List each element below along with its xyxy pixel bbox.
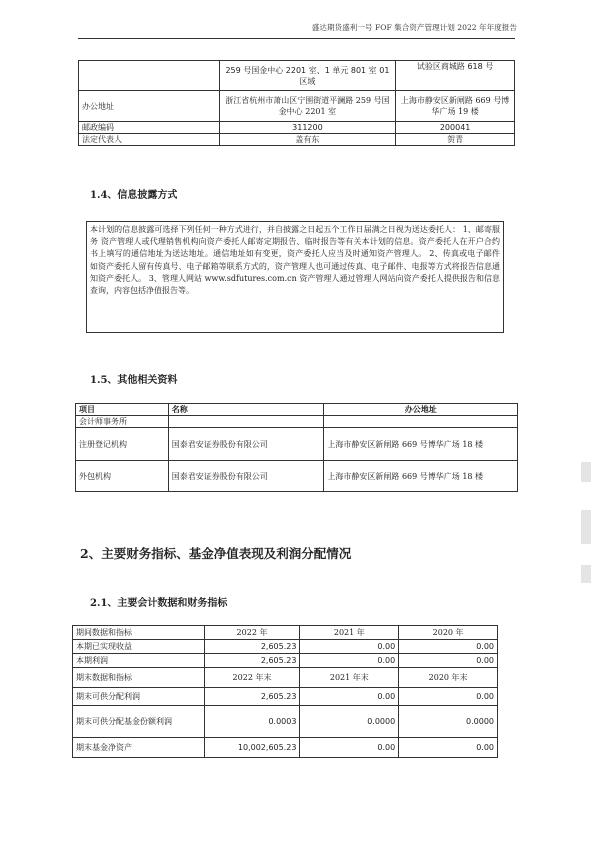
- table-cell: 期末数据和指标: [73, 668, 205, 688]
- table-cell: 0.00: [300, 738, 399, 758]
- column-header: 项目: [76, 404, 169, 416]
- table-cell: 10,002,605.23: [204, 738, 300, 758]
- table-cell: 上海市静安区新闸路 669 号博华广场 18 楼: [324, 428, 518, 461]
- table-cell: [324, 416, 518, 428]
- table-cell: 贺青: [396, 134, 515, 146]
- table-cell: 注册登记机构: [76, 428, 169, 461]
- contact-table: [78, 60, 515, 146]
- table-cell: 2,605.23: [204, 654, 300, 668]
- table-cell: 期末可供分配利润: [73, 688, 205, 706]
- section-heading-2-1: 2.1、主要会计数据和财务指标: [90, 598, 228, 609]
- table-header-row: [76, 404, 518, 416]
- page-header-title: 盛达期货盛利一号 FOF 集合资产管理计划 2022 年年度报告: [311, 23, 517, 32]
- table-cell: 0.00: [300, 688, 399, 706]
- table-cell: 浙江省杭州市萧山区宁围街道平澜路 259 号国金中心 2201 室: [219, 91, 396, 122]
- table-cell: 2022 年末: [204, 668, 300, 688]
- table-cell: 2022 年: [204, 626, 300, 640]
- table-row: [73, 688, 498, 706]
- section-heading-1-5: 1.5、其他相关资料: [90, 375, 178, 386]
- table-row: [73, 706, 498, 738]
- table-cell: 200041: [396, 122, 515, 134]
- header-divider: [78, 38, 515, 39]
- table-cell: 盖有东: [219, 134, 396, 146]
- table-cell: 国泰君安证券股份有限公司: [168, 428, 324, 461]
- table-cell: 0.0000: [399, 706, 498, 738]
- table-cell: 本期已实现收益: [73, 640, 205, 654]
- table-row: [73, 640, 498, 654]
- table-cell: 0.00: [399, 640, 498, 654]
- table-row: [76, 461, 518, 492]
- table-cell: 0.0003: [204, 706, 300, 738]
- table-cell: 2,605.23: [204, 688, 300, 706]
- table-cell: 0.00: [399, 654, 498, 668]
- scan-edge-mark: [581, 462, 591, 482]
- table-row: [79, 122, 515, 134]
- table-row: [76, 416, 518, 428]
- table-cell: 会计师事务所: [76, 416, 169, 428]
- table-cell: 国泰君安证券股份有限公司: [168, 461, 324, 492]
- table-cell: 2020 年末: [399, 668, 498, 688]
- table-cell: [79, 61, 220, 91]
- section-heading-2: 2、主要财务指标、基金净值表现及利润分配情况: [80, 546, 352, 561]
- table-row: [73, 738, 498, 758]
- table-cell: 2021 年末: [300, 668, 399, 688]
- table-row: [76, 428, 518, 461]
- table-cell: 2,605.23: [204, 640, 300, 654]
- column-header: 办公地址: [324, 404, 518, 416]
- table-cell: 上海市静安区新闸路 669 号博华广场 19 楼: [396, 91, 515, 122]
- column-header: 名称: [168, 404, 324, 416]
- scan-edge-mark: [581, 510, 591, 544]
- scan-edge-mark: [581, 565, 591, 583]
- table-cell: 0.00: [300, 640, 399, 654]
- table-cell: 法定代表人: [79, 134, 220, 146]
- table-cell: 259 号国金中心 2201 室、1 单元 801 室 01 区域: [219, 61, 396, 91]
- table-row: [79, 91, 515, 122]
- financial-indicators-table: [72, 625, 498, 758]
- table-cell: 0.00: [300, 654, 399, 668]
- table-cell: 0.0000: [300, 706, 399, 738]
- table-cell: 外包机构: [76, 461, 169, 492]
- table-cell: 办公地址: [79, 91, 220, 122]
- table-row: [79, 61, 515, 91]
- table-cell: 0.00: [399, 688, 498, 706]
- table-cell: 上海市静安区新闸路 669 号博华广场 18 楼: [324, 461, 518, 492]
- table-cell: 试验区商城路 618 号: [396, 61, 515, 91]
- table-cell: 本期利润: [73, 654, 205, 668]
- table-row: [79, 134, 515, 146]
- table-cell: 2020 年: [399, 626, 498, 640]
- related-info-table: [75, 403, 518, 492]
- table-cell: 期间数据和指标: [73, 626, 205, 640]
- table-cell: 2021 年: [300, 626, 399, 640]
- table-cell: 期末可供分配基金份额利润: [73, 706, 205, 738]
- table-cell: [168, 416, 324, 428]
- table-cell: 0.00: [399, 738, 498, 758]
- table-row: [73, 668, 498, 688]
- table-cell: 邮政编码: [79, 122, 220, 134]
- disclosure-method-text: 本计划的信息披露可选择下列任何一种方式进行，并自披露之日起五个工作日届满之日视为送达委托人： 1、邮寄服务 资产管理人或代理销售机构向资产委托人邮寄定期报告、临时报告等有关本计划的信息。资产委托人在开户合约书上填写的通信地址为送达地址。通信地址如有变更，资产委托人应当及时通知资产管理人。 2、传真或电子邮件 如资产委托人留有传真号、电子邮箱等联系方式的，资产管理人也可通过传真、电子邮件、电报等方式将报告信息通知资产委托人。 3、管理人网站 www.sdfutures.com.cn 资产管理人通过管理人网站向资产委托人提供报告和信息查询，内容包括净值报告等。: [86, 221, 504, 333]
- table-cell: 期末基金净资产: [73, 738, 205, 758]
- table-row: [73, 654, 498, 668]
- table-cell: 311200: [219, 122, 396, 134]
- section-heading-1-4: 1.4、信息披露方式: [90, 190, 178, 201]
- table-row: [73, 626, 498, 640]
